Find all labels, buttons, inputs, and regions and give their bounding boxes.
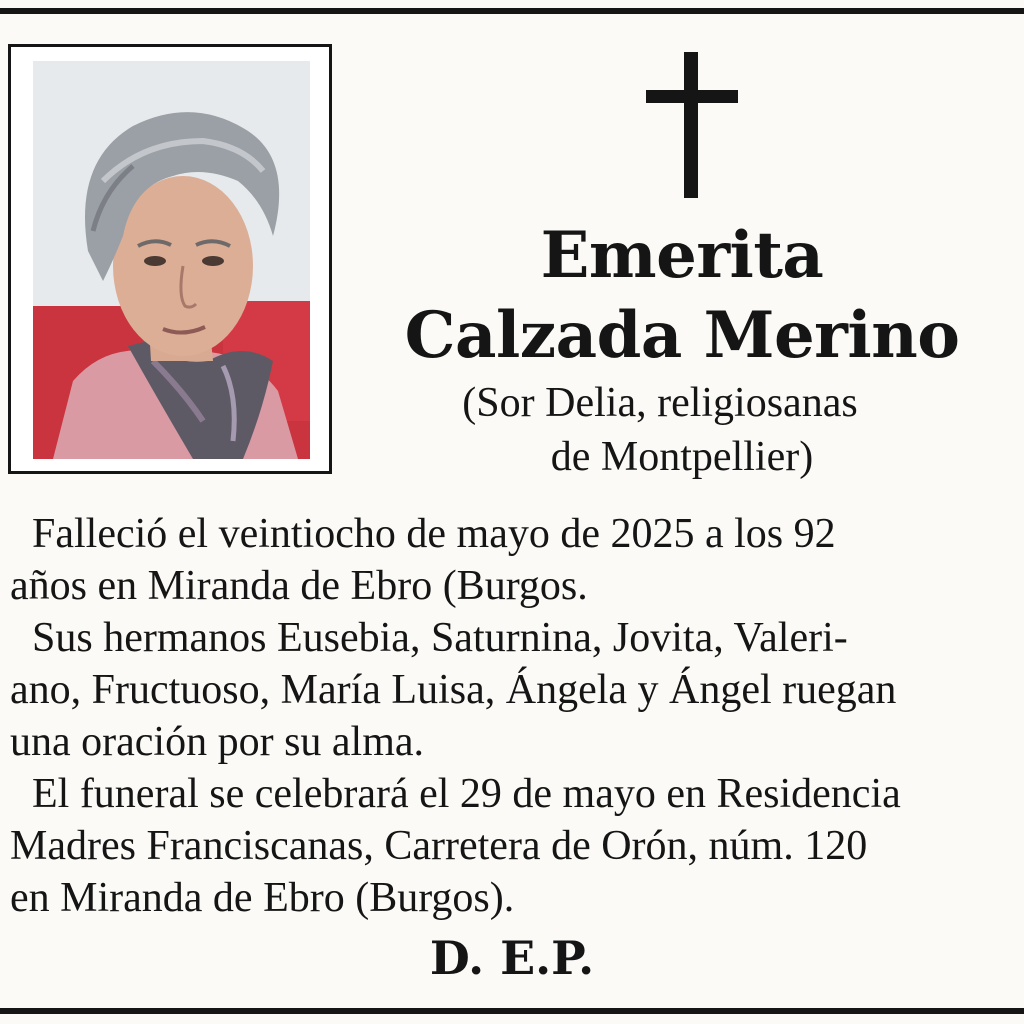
portrait-photo [33,61,310,459]
closing-dep: D. E.P. [429,931,595,985]
religious-name-line-2: de Montpellier) [550,434,814,480]
body-line: ano, Fructuoso, María Luisa, Ángela y Ángel ruegan [10,667,897,713]
latin-cross-icon [646,52,738,198]
body-line: Sus hermanos Eusebia, Saturnina, Jovita, Valeri- [32,615,848,661]
deceased-surnames: Calzada Merino [404,298,960,373]
body-line: años en Miranda de Ebro (Burgos. [10,563,588,609]
body-line: Falleció el veintiocho de mayo de 2025 a los 92 [32,511,836,557]
body-line: El funeral se celebrará el 29 de mayo en Residencia [32,771,901,817]
top-border-rule [0,8,1024,14]
body-line: Madres Franciscanas, Carretera de Orón, núm. 120 [10,823,868,869]
bottom-border-rule [0,1008,1024,1014]
body-line: en Miranda de Ebro (Burgos). [10,875,515,921]
deceased-first-name: Emerita [540,218,824,293]
portrait-frame [8,44,332,474]
body-line: una oración por su alma. [10,719,425,765]
religious-name-line-1: (Sor Delia, religiosanas [462,380,858,426]
